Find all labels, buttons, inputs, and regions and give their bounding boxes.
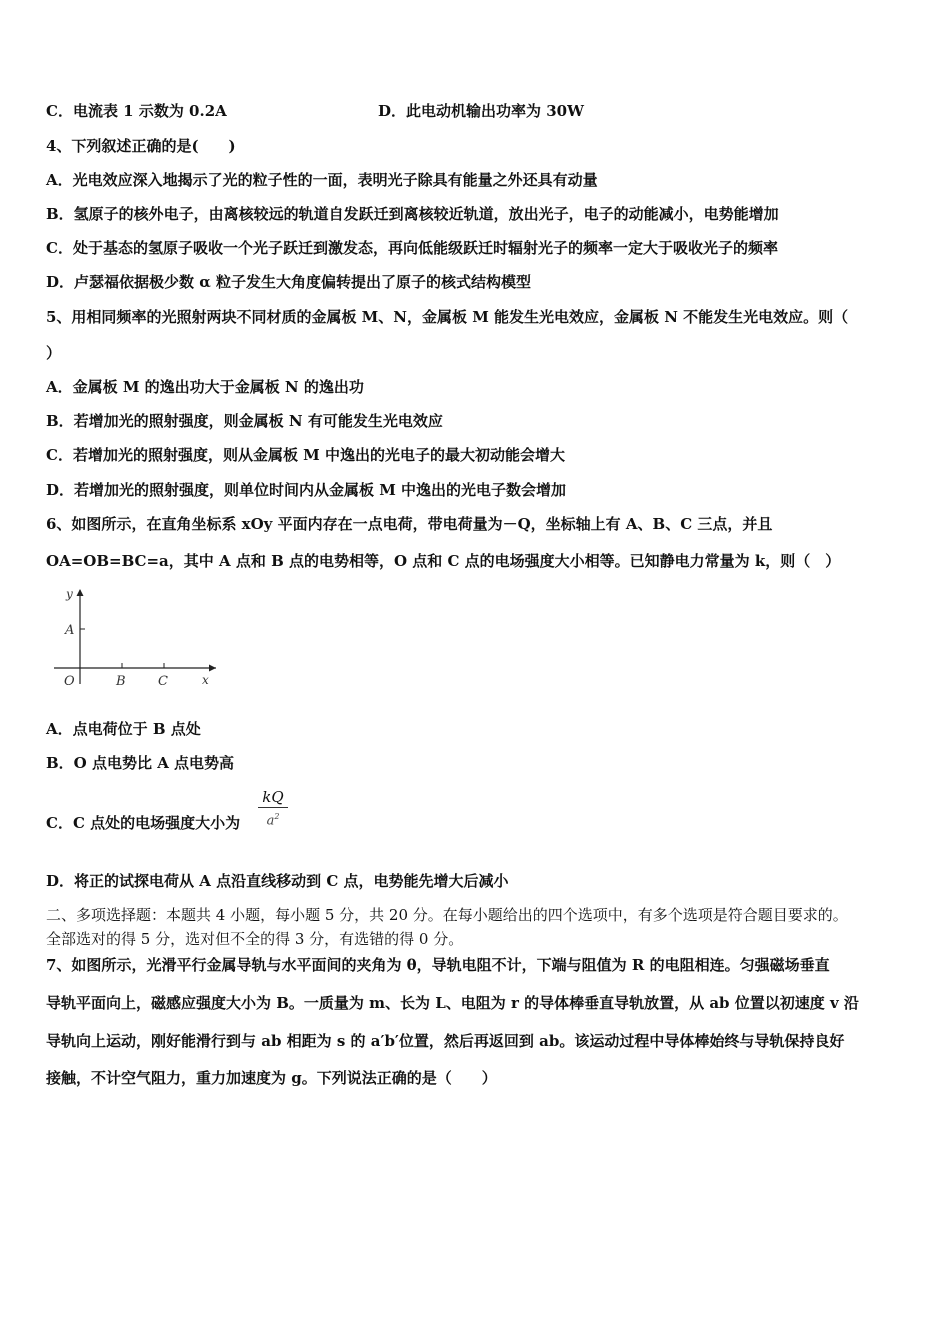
question-4-stem: 4、下列叙述正确的是( )	[46, 137, 236, 155]
field-strength-formula	[258, 788, 288, 830]
question-7-stem-1: 7、如图所示，光滑平行金属导轨与水平面间的夹角为 θ，导轨电阻不计，下端与阻值为 R 的电阻相连。匀强磁场垂直	[46, 956, 830, 974]
question-4-option-d: D．卢瑟福依据极少数 α 粒子发生大角度偏转提出了原子的核式结构模型	[46, 273, 531, 291]
option-4c-prev-c: C．电流表 1 示数为 0.2A	[46, 102, 227, 120]
question-7-stem-4: 接触，不计空气阻力，重力加速度为 g。下列说法正确的是（ ）	[46, 1069, 497, 1087]
y-axis-arrow	[77, 589, 84, 596]
formula-denominator: $a^2$	[266, 812, 280, 829]
x-axis-arrow	[209, 665, 216, 672]
y-label: y	[66, 587, 73, 601]
formula-numerator: kQ	[258, 788, 288, 808]
question-5-option-a: A．金属板 M 的逸出功大于金属板 N 的逸出功	[46, 378, 364, 396]
point-a-label: A	[65, 623, 75, 638]
origin-label: O	[64, 674, 75, 689]
option-prev-d: D．此电动机输出功率为 30W	[378, 102, 584, 120]
question-6-option-d: D．将正的试探电荷从 A 点沿直线移动到 C 点，电势能先增大后减小	[46, 872, 509, 890]
question-6-option-b: B．O 点电势比 A 点电势高	[46, 754, 235, 772]
question-5-stem: 5、用相同频率的光照射两块不同材质的金属板 M、N，金属板 M 能发生光电效应，金属板 N 不能发生光电效应。则（	[46, 308, 849, 326]
question-4-option-a: A．光电效应深入地揭示了光的粒子性的一面，表明光子除具有能量之外还具有动量	[46, 171, 598, 189]
question-7-stem-3: 导轨向上运动，刚好能滑行到与 ab 相距为 s 的 a′b′位置，然后再返回到 ab。该运动过程中导体棒始终与导轨保持良好	[46, 1032, 845, 1050]
question-7-stem-2: 导轨平面向上，磁感应强度大小为 B。一质量为 m、长为 L、电阻为 r 的导体棒垂直导轨放置，从 ab 位置以初速度 v 沿	[46, 994, 859, 1012]
question-6-stem-1: 6、如图所示，在直角坐标系 xOy 平面内存在一点电荷，带电荷量为－Q，坐标轴上有 A、B、C 三点，并且	[46, 515, 773, 533]
question-5-option-d: D．若增加光的照射强度，则单位时间内从金属板 M 中逸出的光电子数会增加	[46, 481, 567, 499]
question-4-option-b: B．氢原子的核外电子，由离核较远的轨道自发跃迁到离核较近轨道，放出光子，电子的动能减小，电势能增加	[46, 205, 779, 223]
section-2-heading-1: 二、多项选择题：本题共 4 小题，每小题 5 分，共 20 分。在每小题给出的四个选项中，有多个选项是符合题目要求的。	[46, 906, 848, 924]
question-6-option-c: C．C 点处的电场强度大小为	[46, 814, 241, 832]
question-5-option-c: C．若增加光的照射强度，则从金属板 M 中逸出的光电子的最大初动能会增大	[46, 446, 565, 464]
question-6-stem-2: OA=OB=BC=a，其中 A 点和 B 点的电势相等，O 点和 C 点的电场强度大小相等。已知静电力常量为 k，则（ ）	[46, 552, 841, 570]
question-6-option-a: A．点电荷位于 B 点处	[46, 720, 201, 738]
question-4-option-c: C．处于基态的氢原子吸收一个光子跃迁到激发态，再向低能级跃迁时辐射光子的频率一定大于吸收光子的频率	[46, 239, 778, 257]
formula-exponent: 2	[274, 812, 280, 821]
point-c-label: C	[158, 674, 168, 689]
question-5-stem-cont: ）	[46, 344, 62, 362]
point-b-label: B	[116, 674, 126, 689]
coordinate-figure	[46, 584, 226, 694]
section-2-heading-2: 全部选对的得 5 分，选对但不全的得 3 分，有选错的得 0 分。	[46, 930, 464, 948]
question-5-option-b: B．若增加光的照射强度，则金属板 N 有可能发生光电效应	[46, 412, 443, 430]
x-label: x	[202, 673, 209, 687]
